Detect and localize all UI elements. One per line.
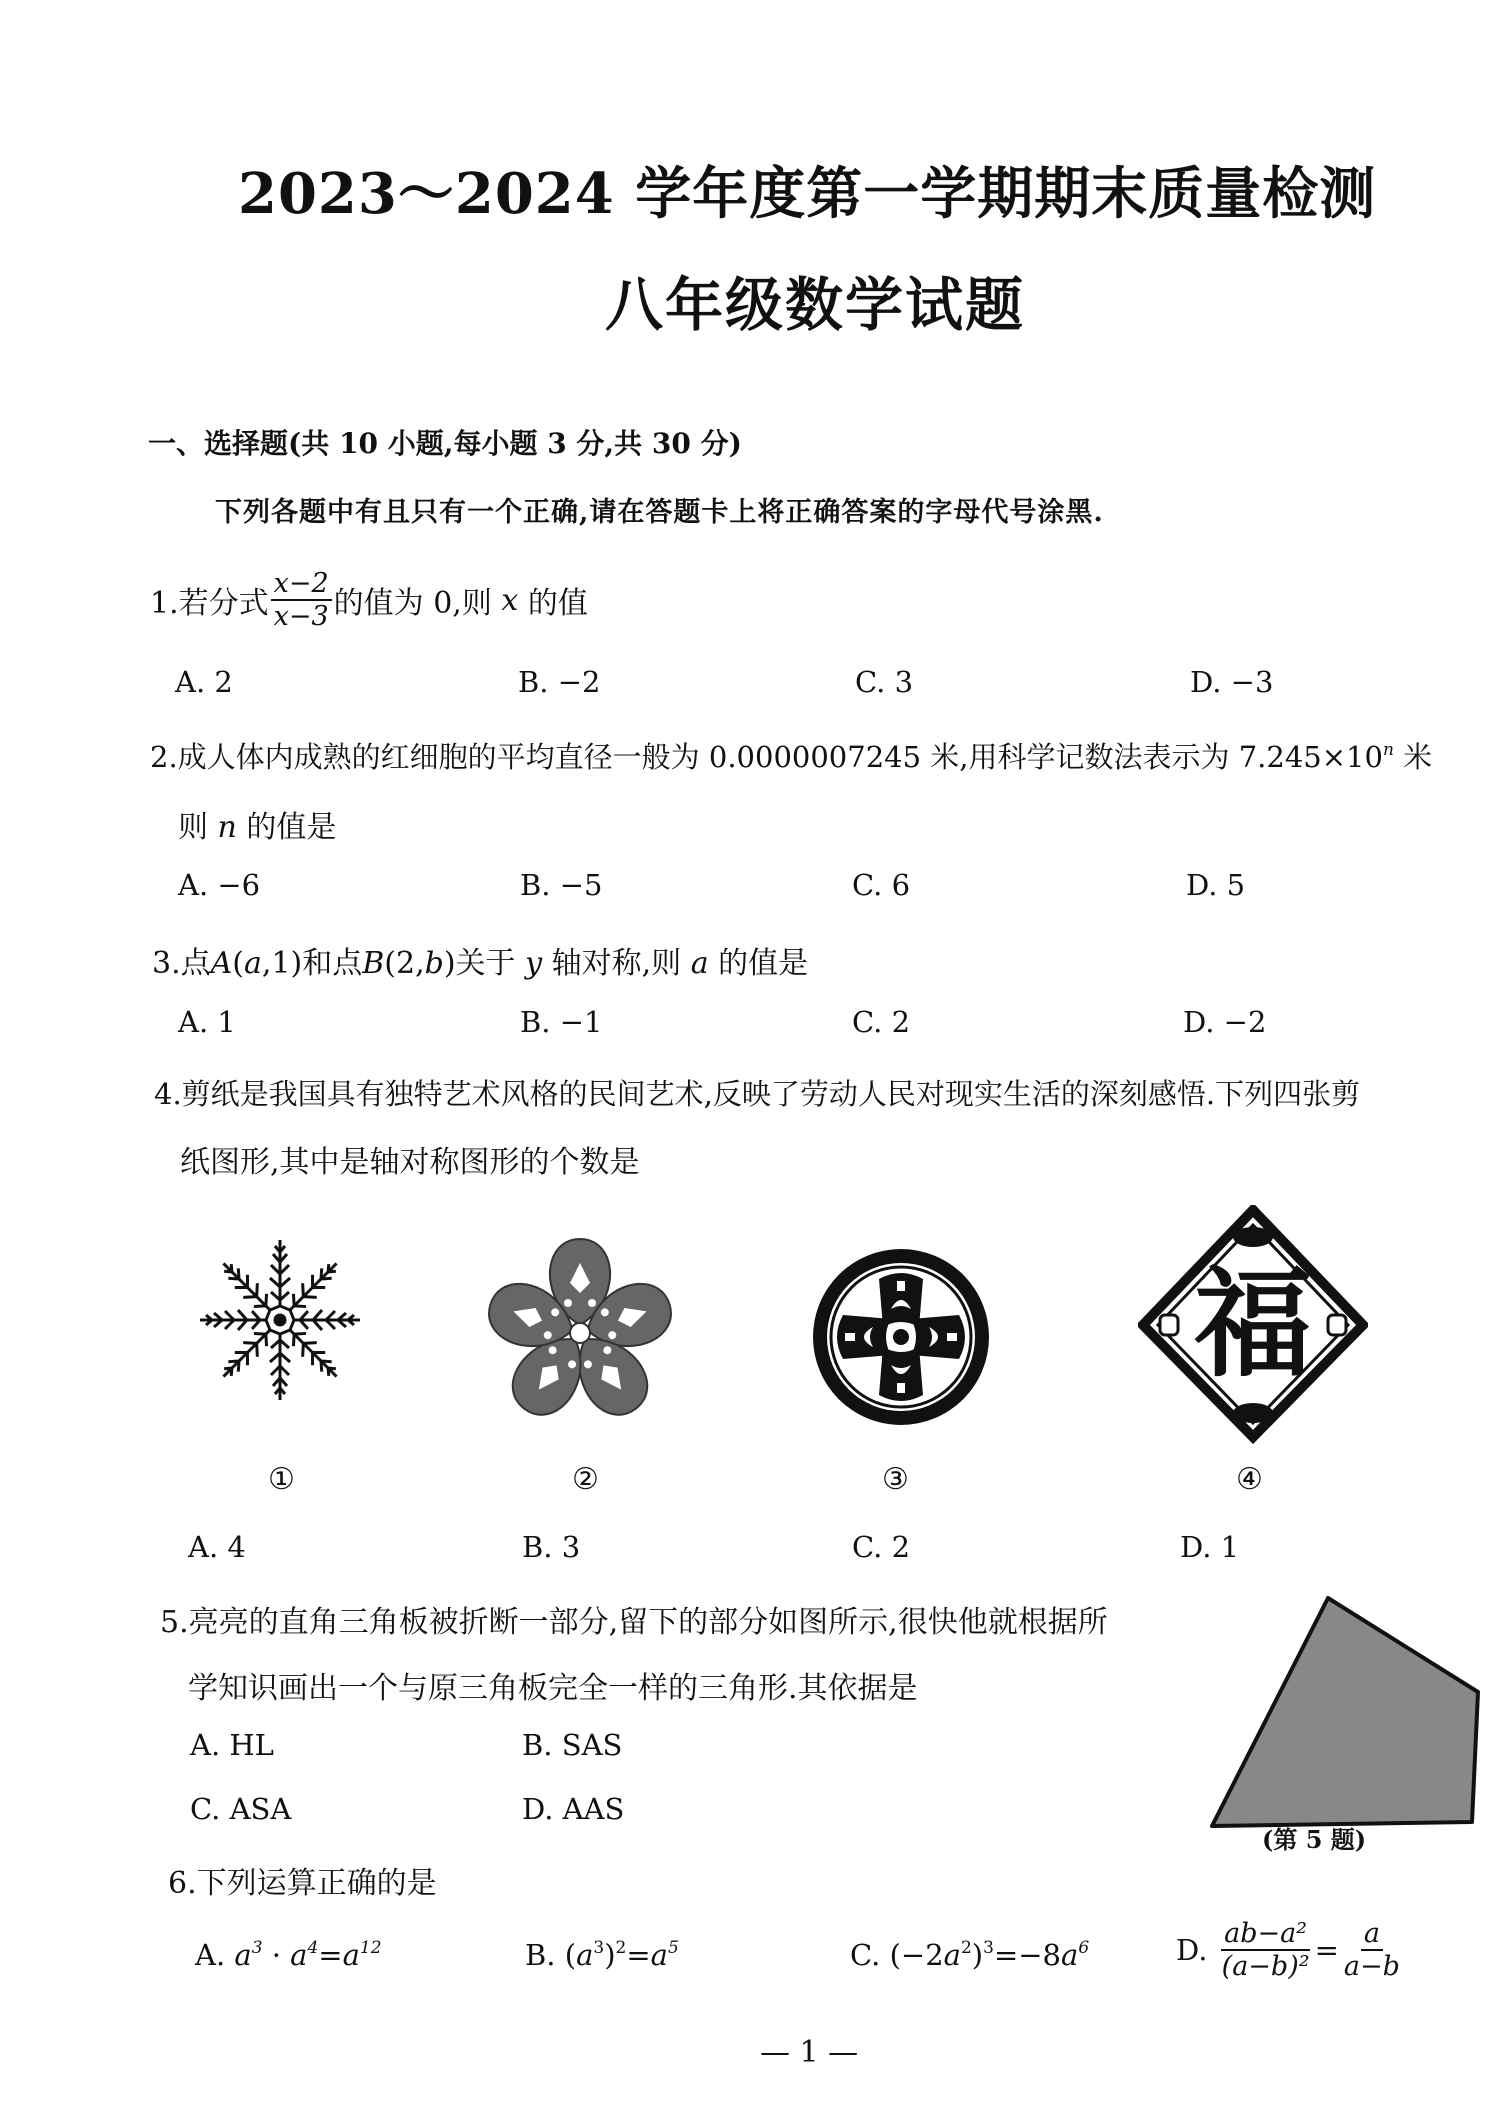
q1-frac-num: x−2 bbox=[271, 568, 332, 601]
q6-d-eq: = bbox=[1314, 1933, 1339, 1968]
q3-t2: ( bbox=[232, 946, 245, 981]
q6-d-num: ab−a² bbox=[1221, 1918, 1310, 1951]
q3-a2: a bbox=[690, 946, 709, 981]
q5-option-a: A. HL bbox=[190, 1728, 274, 1762]
question-6: 6.下列运算正确的是 bbox=[168, 1866, 437, 1901]
question-3 bbox=[152, 938, 808, 982]
section-instruction: 下列各题中有且只有一个正确,请在答题卡上将正确答案的字母代号涂黑. bbox=[215, 497, 1104, 528]
q1-frac-den: x−3 bbox=[273, 601, 329, 633]
flower-papercut-figure bbox=[480, 1238, 680, 1428]
question-1 bbox=[150, 568, 588, 632]
medallion-papercut-figure bbox=[806, 1242, 996, 1432]
q3-option-a: A. 1 bbox=[178, 1005, 236, 1039]
q3-b: b bbox=[424, 946, 444, 981]
question-4-line1: 4.剪纸是我国具有独特艺术风格的民间艺术,反映了劳动人民对现实生活的深刻感悟.下列四张剪 bbox=[154, 1077, 1361, 1111]
q3-option-c: C. 2 bbox=[852, 1005, 911, 1039]
q6-c-label: C. bbox=[850, 1938, 881, 1972]
q5-option-d: D. AAS bbox=[522, 1792, 625, 1826]
q1-suffix: 的值 bbox=[527, 586, 588, 622]
q6-b-label: B. bbox=[525, 1938, 556, 1972]
q2-line2-suffix: 的值是 bbox=[246, 810, 337, 845]
exam-subtitle: 八年级数学试题 bbox=[605, 271, 1026, 339]
figure-label-3: ③ bbox=[882, 1462, 909, 1497]
broken-triangle-figure bbox=[1200, 1590, 1485, 1830]
q4-option-d: D. 1 bbox=[1180, 1530, 1240, 1564]
q6-d-rden: a−b bbox=[1343, 1951, 1400, 1983]
question-5-line2: 学知识画出一个与原三角板完全一样的三角形.其依据是 bbox=[188, 1671, 918, 1706]
q3-B: B bbox=[362, 946, 385, 981]
q6-a-label: A. bbox=[195, 1938, 226, 1972]
q2-option-c: C. 6 bbox=[852, 868, 911, 902]
q3-a: a bbox=[244, 946, 262, 981]
q3-t1: 3.点 bbox=[152, 946, 211, 981]
q1-option-c: C. 3 bbox=[855, 665, 914, 699]
q3-y: y bbox=[525, 946, 543, 981]
figure-label-1: ① bbox=[268, 1462, 295, 1497]
q4-option-b: B. 3 bbox=[522, 1530, 581, 1564]
q6-option-a: A. $a^3 \cdot a^4=a^{12}$ bbox=[195, 1938, 382, 1972]
q5-option-b: B. SAS bbox=[522, 1728, 623, 1762]
q6-d-fraction-left bbox=[1219, 1918, 1313, 1982]
question-2-line1 bbox=[150, 735, 1432, 776]
section-heading: 一、选择题(共 10 小题,每小题 3 分,共 30 分) bbox=[148, 427, 742, 460]
q3-t6: 轴对称,则 bbox=[551, 946, 682, 981]
q3-option-b: B. −1 bbox=[520, 1005, 603, 1039]
q3-t5: )关于 bbox=[443, 946, 516, 981]
q6-option-c: C. $(-2a^2)^3=-8a^6$ bbox=[850, 1938, 1090, 1972]
q5-figure-caption: (第 5 题) bbox=[1262, 1825, 1367, 1854]
q2-option-d: D. 5 bbox=[1186, 868, 1246, 902]
q2-option-b: B. −5 bbox=[520, 868, 603, 902]
exam-title: 2023～2024 学年度第一学期期末质量检测 bbox=[238, 161, 1377, 227]
snowflake-papercut-figure bbox=[180, 1235, 380, 1405]
q6-d-label: D. bbox=[1176, 1933, 1208, 1968]
q2-option-a: A. −6 bbox=[178, 868, 261, 902]
q1-option-a: A. 2 bbox=[175, 665, 233, 699]
q3-t7: 的值是 bbox=[718, 946, 809, 981]
q3-option-d: D. −2 bbox=[1183, 1005, 1267, 1039]
q4-option-a: A. 4 bbox=[188, 1530, 246, 1564]
q3-t3: ,1)和点 bbox=[261, 946, 363, 981]
q2-unit: 米 bbox=[1393, 740, 1433, 774]
q2-exponent: n bbox=[1382, 740, 1394, 760]
q3-t4: (2, bbox=[384, 946, 425, 981]
q6-option-d bbox=[1176, 1918, 1405, 1982]
q1-fraction bbox=[271, 568, 332, 632]
fu-diamond-papercut-figure bbox=[1138, 1205, 1368, 1445]
q6-d-den: (a−b)² bbox=[1221, 1951, 1310, 1983]
page-number: — 1 — bbox=[760, 2035, 859, 2070]
q2-text: 2.成人体内成熟的红细胞的平均直径一般为 0.0000007245 米,用科学记数法表示为 7.245×10 bbox=[150, 740, 1383, 774]
q1-prefix: 1.若分式 bbox=[150, 586, 269, 622]
q2-var: n bbox=[217, 810, 237, 845]
q6-option-b: B. $(a^3)^2=a^5$ bbox=[525, 1938, 679, 1972]
q5-option-c: C. ASA bbox=[190, 1792, 292, 1826]
q1-option-b: B. −2 bbox=[518, 665, 601, 699]
q1-option-d: D. −3 bbox=[1190, 665, 1274, 699]
question-4-line2: 纸图形,其中是轴对称图形的个数是 bbox=[180, 1145, 640, 1180]
q3-A: A bbox=[210, 946, 233, 981]
q2-line2-prefix: 则 bbox=[178, 810, 208, 845]
q1-var: x bbox=[501, 582, 519, 618]
fu-character: 福 bbox=[1193, 1254, 1313, 1393]
q4-option-c: C. 2 bbox=[852, 1530, 911, 1564]
q6-d-fraction-right bbox=[1341, 1918, 1403, 1982]
q1-mid: 的值为 0,则 bbox=[333, 586, 492, 622]
figure-label-4: ④ bbox=[1236, 1462, 1263, 1497]
question-2-line2 bbox=[178, 802, 336, 846]
q6-d-rnum: a bbox=[1361, 1918, 1383, 1951]
figure-label-2: ② bbox=[572, 1462, 599, 1497]
question-5-line1: 5.亮亮的直角三角板被折断一部分,留下的部分如图所示,很快他就根据所 bbox=[160, 1605, 1108, 1640]
